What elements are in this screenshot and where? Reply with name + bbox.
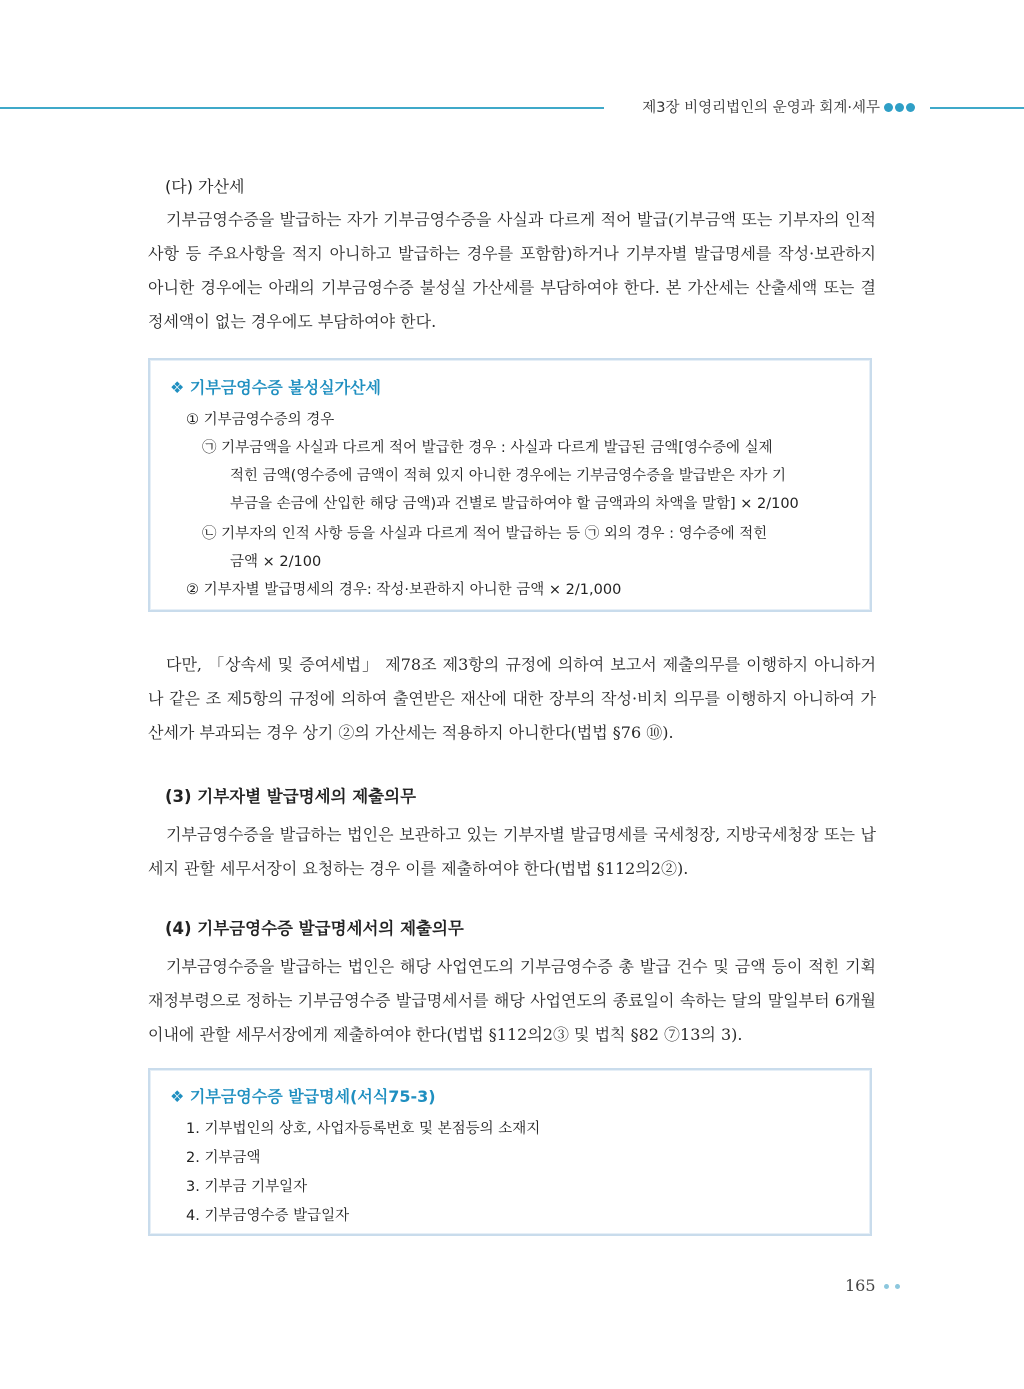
subsection-heading: (다) 가산세 — [165, 177, 245, 196]
box-line: ㉠ 기부금액을 사실과 다르게 적어 발급한 경우 : 사실과 다르게 발급된 금액[영수증에 실제 — [202, 440, 773, 456]
page-dots-icon — [884, 1284, 906, 1303]
header-rule-left — [0, 107, 604, 109]
statement-item: 2. 기부금액 — [186, 1150, 261, 1166]
statement-box — [148, 1068, 872, 1236]
box-line: 부금을 손금에 산입한 해당 금액)과 건별로 발급하여야 할 금액과의 차액을 말함] × 2/100 — [230, 496, 799, 512]
statement-item: 1. 기부법인의 상호, 사업자등록번호 및 본점등의 소재지 — [186, 1121, 541, 1137]
section-4-heading: (4) 기부금영수증 발급명세서의 제출의무 — [165, 919, 464, 938]
box-line: 금액 × 2/100 — [230, 554, 322, 570]
chapter-title: 제3장 비영리법인의 운영과 회계·세무 — [642, 100, 880, 116]
header-rule-right — [930, 107, 1024, 109]
box-line: ㉡ 기부자의 인적 사항 등을 사실과 다르게 적어 발급하는 등 ㉠ 외의 경우 : 영수증에 적힌 — [202, 526, 768, 542]
proviso-paragraph: 다만, 「상속세 및 증여세법」 제78조 제3항의 규정에 의하여 보고서 제출의무를 이행하지 아니하거나 같은 조 제5항의 규정에 의하여 출연받은 재산에 대한 장부의 작성·비치 의무를 이행하지 아니하여 가산세가 부과되는 경우 상기 ②의 가산세는 적용하지 아니한다(법법 §76 ⑩). — [148, 655, 876, 742]
statement-box-title: ❖ 기부금영수증 발급명세(서식75-3) — [170, 1087, 436, 1106]
box-line: ② 기부자별 발급명세의 경우: 작성·보관하지 아니한 금액 × 2/1,000 — [186, 582, 622, 598]
penalty-box-title: ❖ 기부금영수증 불성실가산세 — [170, 378, 381, 397]
statement-item: 4. 기부금영수증 발급일자 — [186, 1208, 350, 1224]
box-line: ① 기부금영수증의 경우 — [186, 412, 335, 428]
box-line: 적힌 금액(영수증에 금액이 적혀 있지 아니한 경우에는 기부금영수증을 발급받은 자가 기 — [230, 468, 786, 484]
header-dots-icon — [884, 103, 917, 113]
penalty-paragraph: 기부금영수증을 발급하는 자가 기부금영수증을 사실과 다르게 적어 발급(기부금액 또는 기부자의 인적사항 등 주요사항을 적지 아니하고 발급하는 경우를 포함함)하거나 기부자별 발급명세를 작성·보관하지 아니한 경우에는 아래의 기부금영수증 불성실 가산세를 부담하여야 한다. 본 가산세는 산출세액 또는 결정세액이 없는 경우에도 부담하여야 한다. — [148, 210, 876, 331]
section-4-paragraph: 기부금영수증을 발급하는 법인은 해당 사업연도의 기부금영수증 총 발급 건수 및 금액 등이 적힌 기획재정부령으로 정하는 기부금영수증 발급명세서를 해당 사업연도의 종료일이 속하는 달의 말일부터 6개월 이내에 관할 세무서장에게 제출하여야 한다(법법 §112의2③ 및 법칙 §82 ⑦13의 3). — [148, 957, 876, 1044]
section-3-paragraph: 기부금영수증을 발급하는 법인은 보관하고 있는 기부자별 발급명세를 국세청장, 지방국세청장 또는 납세지 관할 세무서장이 요청하는 경우 이를 제출하여야 한다(법법 §112의2②). — [148, 825, 876, 878]
statement-item: 3. 기부금 기부일자 — [186, 1179, 308, 1195]
page-number: 165 — [845, 1276, 876, 1295]
section-3-heading: (3) 기부자별 발급명세의 제출의무 — [165, 787, 417, 806]
penalty-box — [148, 358, 872, 612]
